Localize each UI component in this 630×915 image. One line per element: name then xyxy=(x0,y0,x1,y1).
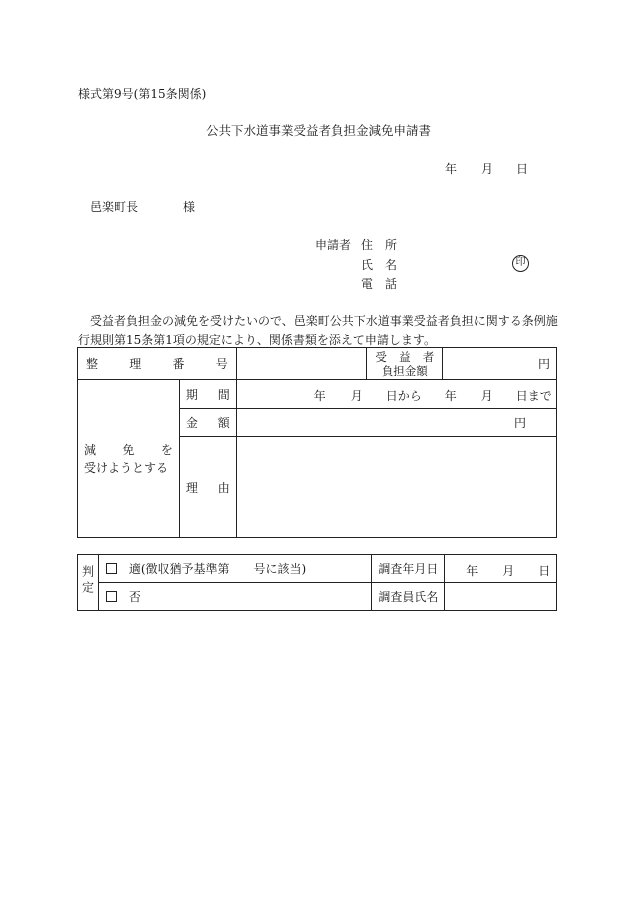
applicant-phone-label: 電 話 xyxy=(361,277,397,291)
seal-icon: 印 xyxy=(512,255,529,272)
yen-label: 円 xyxy=(537,357,550,371)
date-month-label: 月 xyxy=(481,162,494,176)
reason-label-cell: 理 由 xyxy=(179,437,236,538)
date-day-label: 日 xyxy=(516,162,529,176)
document-title: 公共下水道事業受益者負担金減免申請書 xyxy=(206,123,432,138)
period-month-from: 月 xyxy=(350,389,363,403)
survey-date-label-cell: 調査年月日 xyxy=(372,555,445,583)
form-number: 様式第9号(第15条関係) xyxy=(78,87,207,101)
reject-option-text: 否 xyxy=(128,590,141,604)
applicant-label: 申請者 xyxy=(315,238,352,252)
survey-date-value-cell[interactable] xyxy=(445,555,557,583)
period-label-cell: 期 間 xyxy=(179,380,236,409)
ref-number-value-cell[interactable] xyxy=(236,348,367,380)
application-table xyxy=(77,347,557,538)
judgment-table xyxy=(77,554,557,611)
reason-value-cell[interactable] xyxy=(236,437,556,538)
survey-year-label: 年 xyxy=(466,564,479,578)
approve-option-text: 適(徴収猶予基準第 号に該当) xyxy=(128,562,307,576)
approve-option-cell[interactable] xyxy=(98,555,371,583)
period-value-cell[interactable] xyxy=(236,380,556,409)
surveyor-name-label-cell: 調査員氏名 xyxy=(372,583,445,611)
amount-value-cell[interactable] xyxy=(236,409,556,437)
approve-checkbox-icon[interactable] xyxy=(106,563,117,574)
survey-month-label: 月 xyxy=(502,564,515,578)
burden-amount-value-cell[interactable] xyxy=(443,348,557,380)
period-day-to: 日まで xyxy=(515,389,552,403)
period-day-from: 日から xyxy=(385,389,422,403)
ref-number-label-cell: 整 理 番 号 xyxy=(78,348,237,380)
period-month-to: 月 xyxy=(480,389,493,403)
amount-yen-label: 円 xyxy=(513,416,526,430)
reject-checkbox-icon[interactable] xyxy=(106,591,117,602)
survey-day-label: 日 xyxy=(538,564,551,578)
burden-amount-label-cell: 受 益 者 負担金額 xyxy=(367,348,443,380)
reject-option-cell[interactable] xyxy=(98,583,371,611)
body-text-line-2: 行規則第15条第1項の規定により、関係書類を添えて申請します。 xyxy=(78,333,436,347)
date-year-label: 年 xyxy=(445,162,458,176)
applicant-address-label: 住 所 xyxy=(361,238,397,252)
judgment-label-cell: 判定 xyxy=(78,555,99,611)
surveyor-name-value-cell[interactable] xyxy=(445,583,557,611)
addressee-honorific: 様 xyxy=(183,200,196,214)
addressee-mayor: 邑楽町長 xyxy=(90,200,139,214)
period-year-to: 年 xyxy=(444,389,457,403)
reduction-request-label-cell: 減 免 を 受けようとする xyxy=(78,380,180,538)
applicant-name-label: 氏 名 xyxy=(361,258,397,272)
body-text-line-1: 受益者負担金の減免を受けたいので、邑楽町公共下水道事業受益者負担に関する条例施 xyxy=(90,314,558,328)
amount-label-cell: 金 額 xyxy=(179,409,236,437)
period-year-from: 年 xyxy=(313,389,326,403)
seal-mark xyxy=(512,254,529,272)
